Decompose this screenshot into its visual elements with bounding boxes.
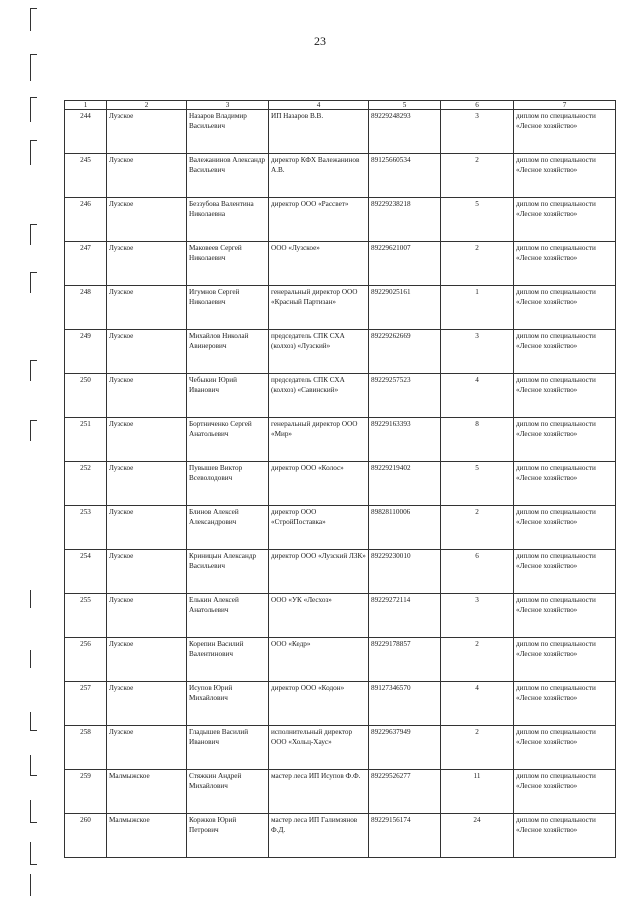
person-name-cell: Назаров Владимир Васильевич [187, 110, 269, 154]
organization-cell: генеральный директор ООО «Мир» [269, 418, 369, 462]
quantity-cell: 2 [441, 638, 514, 682]
phone-cell: 89229219402 [369, 462, 441, 506]
quantity-cell: 4 [441, 682, 514, 726]
quantity-cell: 6 [441, 550, 514, 594]
row-number: 247 [65, 242, 107, 286]
qualification-cell: диплом по специальности «Лесное хозяйство» [514, 814, 616, 858]
district-cell: Лузское [107, 198, 187, 242]
quantity-cell: 5 [441, 462, 514, 506]
person-name-cell: Гладышев Василий Иванович [187, 726, 269, 770]
phone-cell: 89229238218 [369, 198, 441, 242]
table-row [65, 770, 616, 814]
organization-cell: директор КФХ Валежанинов А.В. [269, 154, 369, 198]
binding-mark [30, 360, 37, 381]
row-number: 256 [65, 638, 107, 682]
organization-cell: мастер леса ИП Галимзянов Ф.Д. [269, 814, 369, 858]
qualification-cell: диплом по специальности «Лесное хозяйство» [514, 770, 616, 814]
phone-cell: 89229621007 [369, 242, 441, 286]
district-cell: Лузское [107, 726, 187, 770]
binding-mark [30, 590, 37, 608]
qualification-cell: диплом по специальности «Лесное хозяйство» [514, 330, 616, 374]
district-cell: Лузское [107, 154, 187, 198]
row-number: 253 [65, 506, 107, 550]
binding-mark [30, 420, 37, 441]
table-row [65, 198, 616, 242]
row-number: 254 [65, 550, 107, 594]
qualification-cell: диплом по специальности «Лесное хозяйство» [514, 682, 616, 726]
binding-mark [30, 755, 37, 776]
quantity-cell: 3 [441, 594, 514, 638]
column-header: 2 [107, 101, 187, 110]
organization-cell: директор ООО «Рассвет» [269, 198, 369, 242]
district-cell: Лузское [107, 242, 187, 286]
phone-cell: 89125660534 [369, 154, 441, 198]
row-number: 248 [65, 286, 107, 330]
organization-cell: ООО «УК «Лесхоз» [269, 594, 369, 638]
quantity-cell: 8 [441, 418, 514, 462]
qualification-cell: диплом по специальности «Лесное хозяйство» [514, 550, 616, 594]
phone-cell: 89127346570 [369, 682, 441, 726]
binding-mark [30, 97, 37, 122]
quantity-cell: 4 [441, 374, 514, 418]
quantity-cell: 5 [441, 198, 514, 242]
person-name-cell: Елькин Алексей Анатольевич [187, 594, 269, 638]
qualification-cell: диплом по специальности «Лесное хозяйство» [514, 418, 616, 462]
column-header: 1 [65, 101, 107, 110]
person-name-cell: Михайлов Николай Авинерович [187, 330, 269, 374]
table-row [65, 374, 616, 418]
column-header: 7 [514, 101, 616, 110]
person-name-cell: Исупов Юрий Михайлович [187, 682, 269, 726]
organization-cell: исполнительный директор ООО «Хольц-Хаус» [269, 726, 369, 770]
organization-cell: мастер леса ИП Исупов Ф.Ф. [269, 770, 369, 814]
table-row [65, 814, 616, 858]
phone-cell: 89229230010 [369, 550, 441, 594]
table-row [65, 110, 616, 154]
binding-mark [30, 712, 37, 731]
person-name-cell: Коржков Юрий Петрович [187, 814, 269, 858]
binding-marks [0, 0, 40, 905]
person-name-cell: Беззубова Валентина Николаевна [187, 198, 269, 242]
organization-cell: директор ООО «Лузский ЛЗК» [269, 550, 369, 594]
row-number: 244 [65, 110, 107, 154]
row-number: 249 [65, 330, 107, 374]
qualification-cell: диплом по специальности «Лесное хозяйство» [514, 242, 616, 286]
binding-mark [30, 650, 37, 668]
person-name-cell: Валежанинов Александр Васильевич [187, 154, 269, 198]
phone-cell: 89229637949 [369, 726, 441, 770]
binding-mark [30, 800, 37, 823]
district-cell: Лузское [107, 418, 187, 462]
organization-cell: председатель СПК СХА (колхоз) «Лузский» [269, 330, 369, 374]
table-row [65, 594, 616, 638]
column-header: 5 [369, 101, 441, 110]
qualification-cell: диплом по специальности «Лесное хозяйство» [514, 198, 616, 242]
row-number: 251 [65, 418, 107, 462]
district-cell: Лузское [107, 110, 187, 154]
page-number: 23 [314, 34, 326, 48]
district-cell: Лузское [107, 638, 187, 682]
table-row [65, 418, 616, 462]
district-cell: Лузское [107, 330, 187, 374]
district-cell: Малмыжское [107, 814, 187, 858]
row-number: 258 [65, 726, 107, 770]
binding-mark [30, 842, 37, 865]
person-name-cell: Игумнов Сергей Николаевич [187, 286, 269, 330]
district-cell: Лузское [107, 374, 187, 418]
row-number: 255 [65, 594, 107, 638]
phone-cell: 89229272114 [369, 594, 441, 638]
person-name-cell: Корепин Василий Валентинович [187, 638, 269, 682]
phone-cell: 89229262669 [369, 330, 441, 374]
binding-mark [30, 54, 37, 81]
qualification-cell: диплом по специальности «Лесное хозяйство» [514, 110, 616, 154]
district-cell: Лузское [107, 506, 187, 550]
register-table [64, 100, 616, 858]
table-row [65, 242, 616, 286]
row-number: 252 [65, 462, 107, 506]
column-header: 6 [441, 101, 514, 110]
qualification-cell: диплом по специальности «Лесное хозяйство» [514, 154, 616, 198]
binding-mark [30, 140, 37, 165]
organization-cell: ООО «Кедр» [269, 638, 369, 682]
district-cell: Лузское [107, 682, 187, 726]
district-cell: Лузское [107, 286, 187, 330]
column-header: 4 [269, 101, 369, 110]
quantity-cell: 1 [441, 286, 514, 330]
person-name-cell: Маковеев Сергей Николаевич [187, 242, 269, 286]
qualification-cell: диплом по специальности «Лесное хозяйство» [514, 638, 616, 682]
qualification-cell: диплом по специальности «Лесное хозяйство» [514, 374, 616, 418]
organization-cell: ООО «Лузское» [269, 242, 369, 286]
quantity-cell: 3 [441, 110, 514, 154]
quantity-cell: 2 [441, 506, 514, 550]
row-number: 257 [65, 682, 107, 726]
phone-cell: 89229526277 [369, 770, 441, 814]
row-number: 260 [65, 814, 107, 858]
table-row [65, 506, 616, 550]
table-row [65, 638, 616, 682]
binding-mark [30, 874, 37, 896]
table-row [65, 550, 616, 594]
person-name-cell: Пувышев Виктор Всеволодович [187, 462, 269, 506]
row-number: 246 [65, 198, 107, 242]
phone-cell: 89229178857 [369, 638, 441, 682]
binding-mark [30, 272, 37, 293]
qualification-cell: диплом по специальности «Лесное хозяйство» [514, 726, 616, 770]
table-row [65, 682, 616, 726]
table-row [65, 154, 616, 198]
quantity-cell: 11 [441, 770, 514, 814]
table-row [65, 462, 616, 506]
organization-cell: генеральный директор ООО «Красный Партизан» [269, 286, 369, 330]
qualification-cell: диплом по специальности «Лесное хозяйство» [514, 594, 616, 638]
district-cell: Лузское [107, 550, 187, 594]
qualification-cell: диплом по специальности «Лесное хозяйство» [514, 506, 616, 550]
district-cell: Малмыжское [107, 770, 187, 814]
person-name-cell: Бортниченко Сергей Анатольевич [187, 418, 269, 462]
district-cell: Лузское [107, 594, 187, 638]
binding-mark [30, 8, 37, 31]
person-name-cell: Блинов Алексей Александрович [187, 506, 269, 550]
person-name-cell: Стяжкин Андрей Михайлович [187, 770, 269, 814]
organization-cell: председатель СПК СХА (колхоз) «Савинский» [269, 374, 369, 418]
quantity-cell: 3 [441, 330, 514, 374]
qualification-cell: диплом по специальности «Лесное хозяйство» [514, 286, 616, 330]
table-row [65, 286, 616, 330]
phone-cell: 89229248293 [369, 110, 441, 154]
phone-cell: 89828110006 [369, 506, 441, 550]
person-name-cell: Чебыкин Юрий Иванович [187, 374, 269, 418]
phone-cell: 89229257523 [369, 374, 441, 418]
row-number: 250 [65, 374, 107, 418]
quantity-cell: 2 [441, 154, 514, 198]
phone-cell: 89229025161 [369, 286, 441, 330]
quantity-cell: 2 [441, 726, 514, 770]
organization-cell: директор ООО «Колос» [269, 462, 369, 506]
row-number: 245 [65, 154, 107, 198]
quantity-cell: 2 [441, 242, 514, 286]
organization-cell: директор ООО «СтройПоставка» [269, 506, 369, 550]
table-row [65, 726, 616, 770]
table-row [65, 330, 616, 374]
binding-mark [30, 224, 37, 245]
organization-cell: ИП Назаров В.В. [269, 110, 369, 154]
qualification-cell: диплом по специальности «Лесное хозяйство» [514, 462, 616, 506]
district-cell: Лузское [107, 462, 187, 506]
phone-cell: 89229156174 [369, 814, 441, 858]
row-number: 259 [65, 770, 107, 814]
phone-cell: 89229163393 [369, 418, 441, 462]
organization-cell: директор ООО «Кодон» [269, 682, 369, 726]
quantity-cell: 24 [441, 814, 514, 858]
person-name-cell: Криницын Александр Васильевич [187, 550, 269, 594]
column-header: 3 [187, 101, 269, 110]
column-number-row [65, 101, 616, 110]
